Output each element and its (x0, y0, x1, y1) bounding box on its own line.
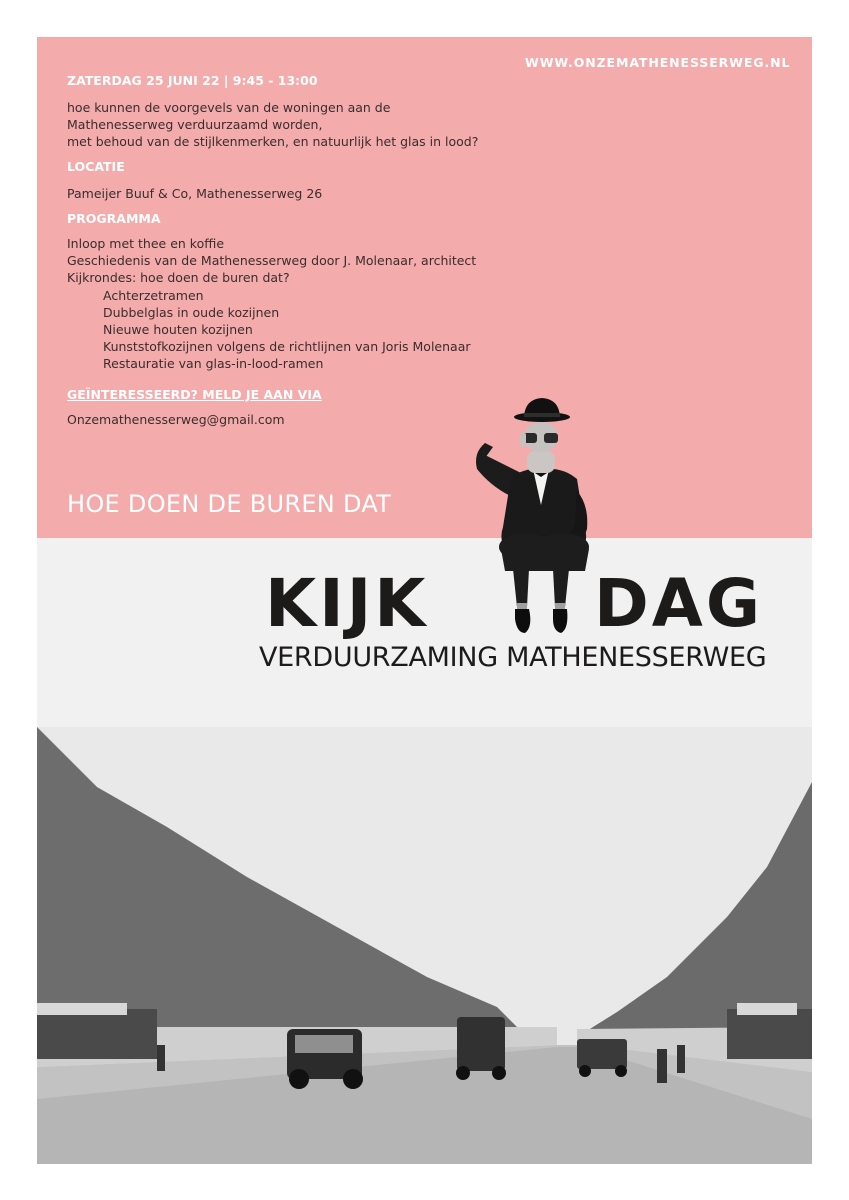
event-date: ZATERDAG 25 JUNI 22 | 9:45 - 13:00 (67, 73, 318, 88)
tagline: HOE DOEN DE BUREN DAT (67, 490, 392, 518)
program-item: Geschiedenis van de Mathenesserweg door J. Molenaar, architect (67, 253, 477, 268)
signup-email[interactable]: Onzemathenesserweg@gmail.com (67, 412, 285, 427)
program-subitem: Restauratie van glas-in-lood-ramen (103, 356, 324, 371)
program-subitem: Achterzetramen (103, 288, 204, 303)
program-subitem: Kunststofkozijnen volgens de richtlijnen van Joris Molenaar (103, 339, 471, 354)
program-list (67, 235, 476, 286)
program-subitem: Nieuwe houten kozijnen (103, 322, 253, 337)
program-sublist (103, 287, 471, 372)
poster (37, 37, 812, 1164)
location-value: Pameijer Buuf & Co, Mathenesserweg 26 (67, 186, 323, 201)
intro-line: Mathenesserweg verduurzaamd worden, (67, 117, 323, 132)
historic-street-photo (37, 727, 812, 1164)
program-item: Kijkrondes: hoe doen de buren dat? (67, 270, 290, 285)
man-with-binoculars-illustration (471, 393, 611, 643)
signup-label: GEÏNTERESSEERD? MELD JE AAN VIA (67, 387, 322, 402)
intro-line: hoe kunnen de voorgevels van de woningen aan de (67, 100, 391, 115)
intro-text (67, 99, 478, 150)
program-item: Inloop met thee en koffie (67, 236, 225, 251)
intro-line: met behoud van de stijlkenmerken, en natuurlijk het glas in lood? (67, 134, 479, 149)
location-label: LOCATIE (67, 159, 125, 174)
website-url[interactable]: WWW.ONZEMATHENESSERWEG.NL (525, 55, 791, 70)
title-kijk: KIJK (265, 565, 429, 642)
title-dag: DAG (594, 565, 764, 642)
subtitle: VERDUURZAMING MATHENESSERWEG (259, 642, 767, 673)
program-label: PROGRAMMA (67, 211, 161, 226)
program-subitem: Dubbelglas in oude kozijnen (103, 305, 280, 320)
